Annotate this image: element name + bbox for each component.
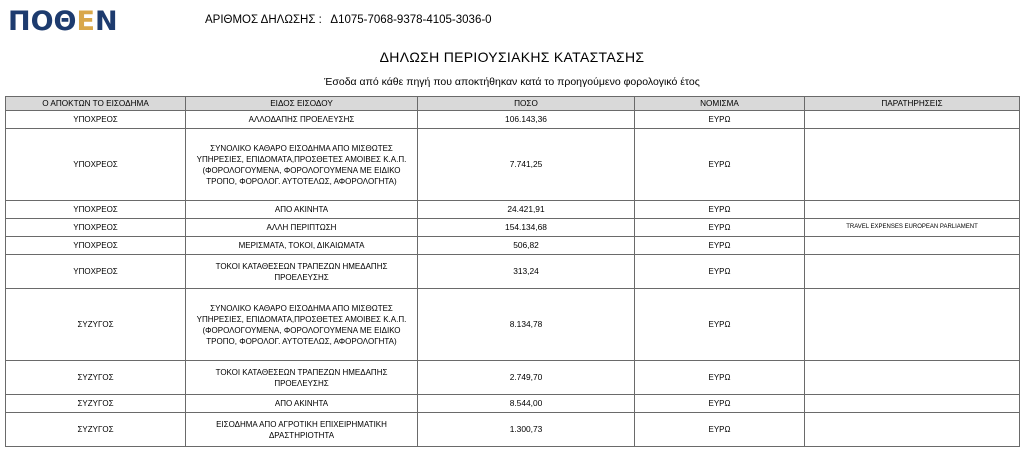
table-row <box>6 237 1020 255</box>
cell-amount: 154.134,68 <box>418 219 635 237</box>
pothen-logo <box>8 6 118 36</box>
cell-owner: ΣΥΖΥΓΟΣ <box>6 361 186 395</box>
cell-income-type: ΑΠΟ ΑΚΙΝΗΤΑ <box>186 395 418 413</box>
cell-owner: ΥΠΟΧΡΕΟΣ <box>6 255 186 289</box>
cell-currency: ΕΥΡΩ <box>635 201 805 219</box>
table-row <box>6 201 1020 219</box>
cell-currency: ΕΥΡΩ <box>635 129 805 201</box>
header-owner: Ο ΑΠΟΚΤΩΝ ΤΟ ΕΙΣΟΔΗΜΑ <box>6 97 186 111</box>
header-notes: ΠΑΡΑΤΗΡΗΣΕΙΣ <box>805 97 1020 111</box>
table-row <box>6 219 1020 237</box>
cell-income-type: ΑΛΛΗ ΠΕΡΙΠΤΩΣΗ <box>186 219 418 237</box>
cell-owner: ΣΥΖΥΓΟΣ <box>6 289 186 361</box>
cell-amount: 506,82 <box>418 237 635 255</box>
cell-income-type: ΜΕΡΙΣΜΑΤΑ, ΤΟΚΟΙ, ΔΙΚΑΙΩΜΑΤΑ <box>186 237 418 255</box>
cell-income-type: ΣΥΝΟΛΙΚΟ ΚΑΘΑΡΟ ΕΙΣΟΔΗΜΑ ΑΠΟ ΜΙΣΘΩΤΕΣ ΥΠΗΡΕΣΙΕΣ, ΕΠΙΔΟΜΑΤΑ,ΠΡΟΣΘΕΤΕΣ ΑΜΟΙΒΕΣ Κ.Α.Π.(ΦΟΡΟΛΟΓΟΥΜΕΝΑ, ΦΟΡΟΛΟΓΟΥΜΕΝΑ ΜΕ ΕΙΔΙΚΟ ΤΡΟΠΟ, ΦΟΡΟΛΟΓ. ΑΥΤΟΤΕΛΩΣ, ΑΦΟΡΟΛΟΓΗΤΑ) <box>186 129 418 201</box>
header-amount: ΠΟΣΟ <box>418 97 635 111</box>
cell-notes <box>805 201 1020 219</box>
cell-amount: 2.749,70 <box>418 361 635 395</box>
cell-notes <box>805 413 1020 447</box>
cell-income-type: ΑΛΛΟΔΑΠΗΣ ΠΡΟΕΛΕΥΣΗΣ <box>186 111 418 129</box>
table-header-row <box>6 97 1020 111</box>
cell-notes <box>805 111 1020 129</box>
table-row <box>6 413 1020 447</box>
cell-owner: ΥΠΟΧΡΕΟΣ <box>6 129 186 201</box>
cell-owner: ΥΠΟΧΡΕΟΣ <box>6 201 186 219</box>
cell-notes <box>805 289 1020 361</box>
header-currency: ΝΟΜΙΣΜΑ <box>635 97 805 111</box>
cell-amount: 7.741,25 <box>418 129 635 201</box>
table-row <box>6 395 1020 413</box>
cell-currency: ΕΥΡΩ <box>635 255 805 289</box>
cell-currency: ΕΥΡΩ <box>635 237 805 255</box>
table-row <box>6 255 1020 289</box>
cell-amount: 24.421,91 <box>418 201 635 219</box>
cell-amount: 8.134,78 <box>418 289 635 361</box>
declaration-value: Δ1075-7068-9378-4105-3036-0 <box>330 14 492 26</box>
cell-owner: ΣΥΖΥΓΟΣ <box>6 413 186 447</box>
cell-currency: ΕΥΡΩ <box>635 413 805 447</box>
cell-currency: ΕΥΡΩ <box>635 395 805 413</box>
cell-notes <box>805 237 1020 255</box>
cell-notes <box>805 361 1020 395</box>
cell-income-type: ΤΟΚΟΙ ΚΑΤΑΘΕΣΕΩΝ ΤΡΑΠΕΖΩΝ ΗΜΕΔΑΠΗΣ ΠΡΟΕΛΕΥΣΗΣ <box>186 361 418 395</box>
cell-amount: 8.544,00 <box>418 395 635 413</box>
cell-owner: ΥΠΟΧΡΕΟΣ <box>6 111 186 129</box>
cell-amount: 1.300,73 <box>418 413 635 447</box>
cell-owner: ΥΠΟΧΡΕΟΣ <box>6 219 186 237</box>
declaration-label: ΑΡΙΘΜΟΣ ΔΗΛΩΣΗΣ : <box>205 14 322 26</box>
cell-currency: ΕΥΡΩ <box>635 361 805 395</box>
cell-owner: ΣΥΖΥΓΟΣ <box>6 395 186 413</box>
cell-notes: TRAVEL EXPENSES EUROPEAN PARLIAMENT <box>805 219 1020 237</box>
page-title: ΔΗΛΩΣΗ ΠΕΡΙΟΥΣΙΑΚΗΣ ΚΑΤΑΣΤΑΣΗΣ <box>379 49 645 65</box>
logo-text: ΠΟΘΕΝ <box>8 5 118 37</box>
cell-currency: ΕΥΡΩ <box>635 219 805 237</box>
table-row <box>6 289 1020 361</box>
income-table <box>5 96 1020 447</box>
page-subtitle: Έσοδα από κάθε πηγή που αποκτήθηκαν κατά το προηγούμενο φορολογικό έτος <box>324 76 700 88</box>
cell-income-type: ΤΟΚΟΙ ΚΑΤΑΘΕΣΕΩΝ ΤΡΑΠΕΖΩΝ ΗΜΕΔΑΠΗΣ ΠΡΟΕΛΕΥΣΗΣ <box>186 255 418 289</box>
cell-currency: ΕΥΡΩ <box>635 289 805 361</box>
cell-currency: ΕΥΡΩ <box>635 111 805 129</box>
cell-income-type: ΣΥΝΟΛΙΚΟ ΚΑΘΑΡΟ ΕΙΣΟΔΗΜΑ ΑΠΟ ΜΙΣΘΩΤΕΣ ΥΠΗΡΕΣΙΕΣ, ΕΠΙΔΟΜΑΤΑ,ΠΡΟΣΘΕΤΕΣ ΑΜΟΙΒΕΣ Κ.Α.Π.(ΦΟΡΟΛΟΓΟΥΜΕΝΑ, ΦΟΡΟΛΟΓΟΥΜΕΝΑ ΜΕ ΕΙΔΙΚΟ ΤΡΟΠΟ, ΦΟΡΟΛΟΓ. ΑΥΤΟΤΕΛΩΣ, ΑΦΟΡΟΛΟΓΗΤΑ) <box>186 289 418 361</box>
cell-income-type: ΑΠΟ ΑΚΙΝΗΤΑ <box>186 201 418 219</box>
table-row <box>6 129 1020 201</box>
cell-notes <box>805 395 1020 413</box>
header-income-type: ΕΙΔΟΣ ΕΙΣΟΔΟΥ <box>186 97 418 111</box>
cell-owner: ΥΠΟΧΡΕΟΣ <box>6 237 186 255</box>
cell-income-type: ΕΙΣΟΔΗΜΑ ΑΠΟ ΑΓΡΟΤΙΚΗ ΕΠΙΧΕΙΡΗΜΑΤΙΚΗ ΔΡΑΣΤΗΡΙΟΤΗΤΑ <box>186 413 418 447</box>
cell-amount: 313,24 <box>418 255 635 289</box>
table-row <box>6 361 1020 395</box>
cell-notes <box>805 129 1020 201</box>
declaration-number <box>205 14 492 26</box>
cell-amount: 106.143,36 <box>418 111 635 129</box>
cell-notes <box>805 255 1020 289</box>
table-row <box>6 111 1020 129</box>
